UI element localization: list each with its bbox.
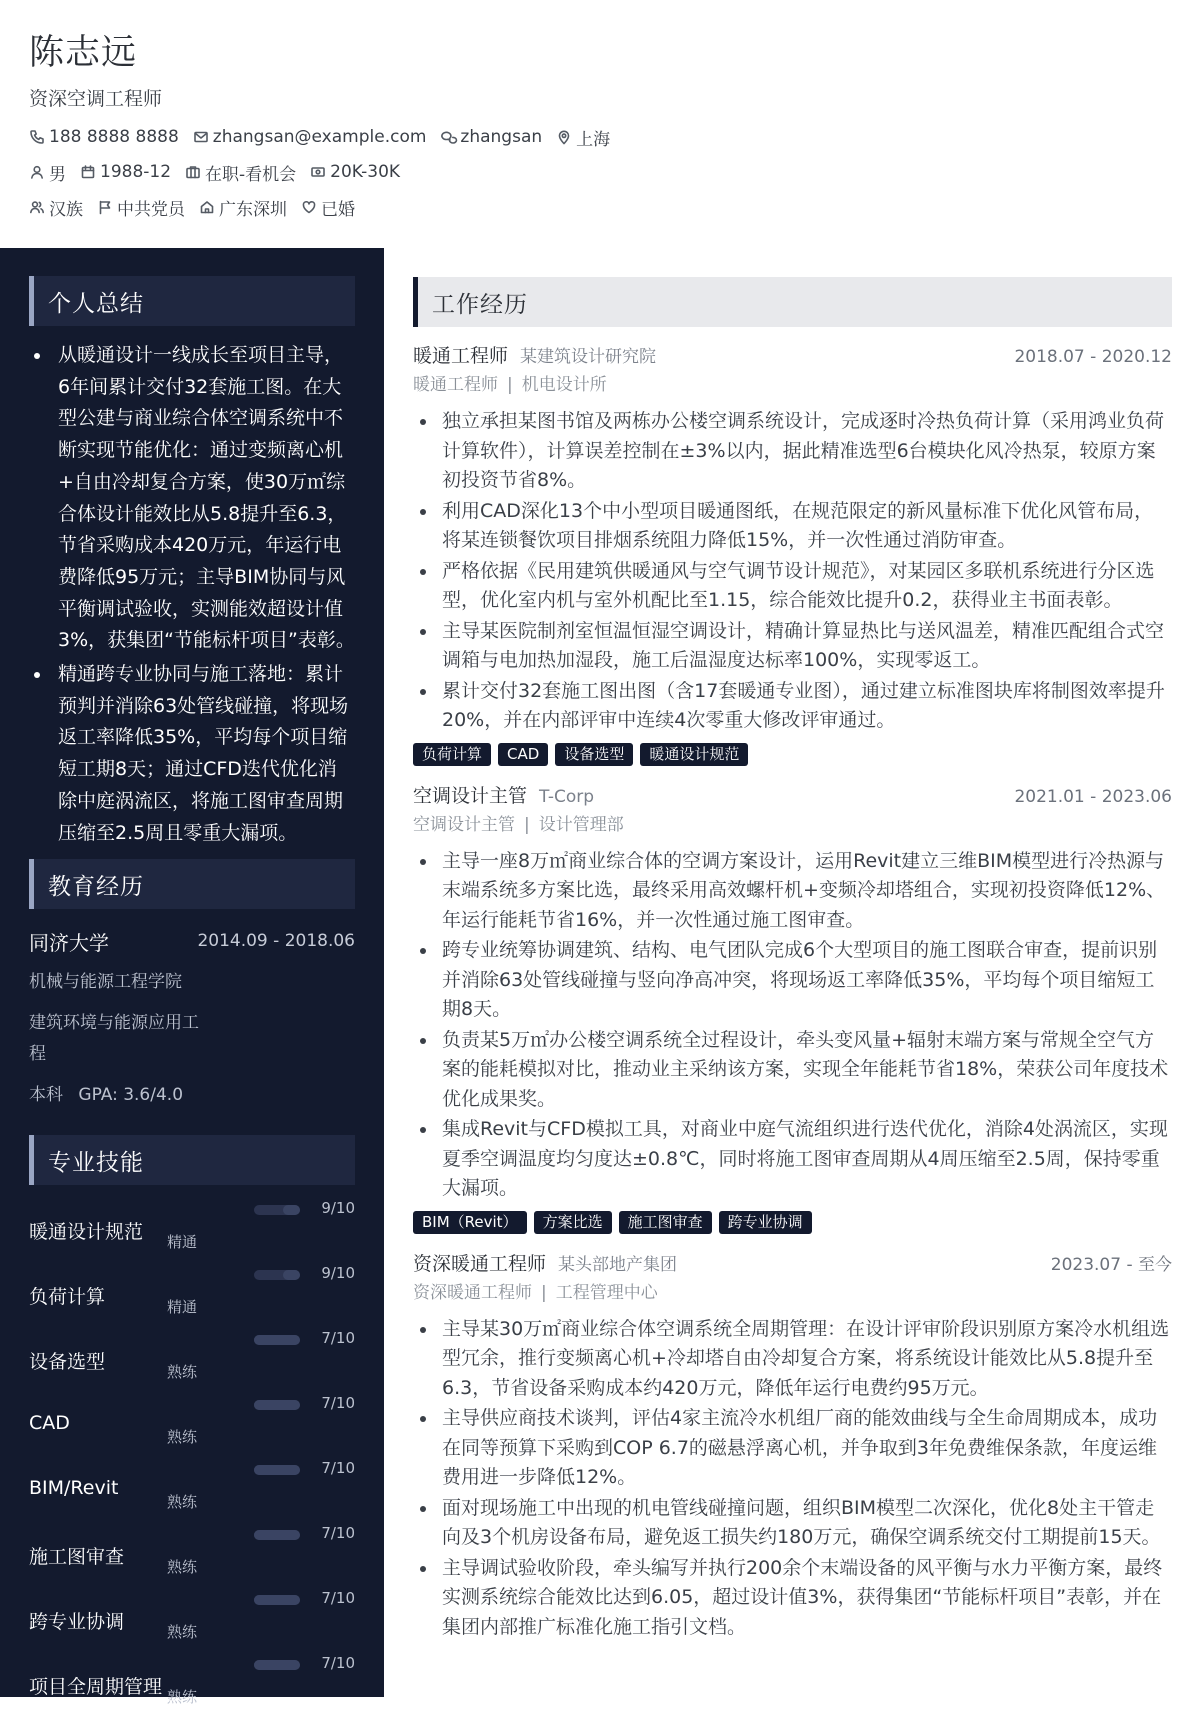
summary-item: 精通跨专业协同与施工落地：累计预判并消除63处管线碰撞，将现场返工率降低35%，平均每个项目缩短工期8天；通过CFD迭代优化消除中庭涡流区，将施工图审查周期压缩至2.5周且零重大漏项。: [29, 659, 355, 849]
job-date: 2023.07 - 至今: [1050, 1254, 1172, 1275]
job-bullets: [413, 847, 1172, 1204]
skill-name: 暖通设计规范: [29, 1221, 144, 1244]
skill-tag: 暖通设计规范: [640, 743, 748, 766]
job-header: [413, 1249, 1172, 1277]
job-bullets: [413, 407, 1172, 736]
email-info: [193, 127, 427, 147]
marital-text: 已婚: [321, 199, 355, 220]
skill-level: 熟练: [167, 1363, 198, 1382]
wechat-text: zhangsan: [460, 127, 543, 147]
personal-row: [29, 159, 1200, 185]
skill-tag: CAD: [498, 743, 548, 766]
skill-bar-fill: [254, 1660, 300, 1670]
job-bullet: 面对现场施工中出现的机电管线碰撞问题，组织BIM模型二次深化，优化8处主干管走向及3个机房设备布局，避免返工损失约180万元，确保空调系统交付工期提前15天。: [413, 1494, 1172, 1553]
job-bullet: 主导一座8万㎡商业综合体的空调方案设计，运用Revit建立三维BIM模型进行冷热源与末端系统多方案比选，最终采用高效螺杆机+变频冷却塔组合，实现初投资降低12%、年运行能耗节省16%，并一次性通过施工图审查。: [413, 847, 1172, 936]
skill-bar-fill: [254, 1335, 300, 1345]
job-tags: [413, 743, 1172, 767]
skill-name: 跨专业协调: [29, 1611, 125, 1634]
skill-name: BIM/Revit: [29, 1477, 119, 1500]
gender-text: 男: [49, 164, 66, 185]
skill-tag: 负荷计算: [413, 743, 491, 766]
job-title: 暖通工程师: [413, 345, 509, 367]
skill-bar-fill: [283, 1270, 300, 1280]
skill-tag: 设备选型: [555, 743, 633, 766]
status-text: 在职-看机会: [205, 164, 297, 185]
birth-text: 1988-12: [100, 162, 172, 182]
job-company: 某头部地产集团: [558, 1254, 678, 1275]
skill-tag: BIM（Revit）: [413, 1211, 527, 1234]
skill-name: 施工图审查: [29, 1546, 125, 1569]
money-icon: [310, 164, 326, 180]
job-company: T-Corp: [539, 786, 595, 807]
job-bullet: 独立承担某图书馆及两栋办公楼空调系统设计，完成逐时冷热负荷计算（采用鸿业负荷计算软件），计算误差控制在±3%以内，据此精准选型6台模块化风冷热泵，较原方案初投资节省8%。: [413, 407, 1172, 496]
skill-score: 9/10: [321, 1199, 355, 1218]
candidate-name: 陈志远: [29, 33, 138, 73]
skill-item: [29, 1329, 355, 1394]
school-name: 同济大学: [29, 930, 109, 955]
job-header: [413, 781, 1172, 809]
summary-section-title: 个人总结: [29, 276, 355, 326]
skill-item: [29, 1524, 355, 1589]
hometown-info: [199, 195, 287, 220]
phone-icon: [29, 129, 45, 145]
skills-list: [29, 1199, 355, 1719]
major-name: 建筑环境与能源应用工程: [29, 1013, 199, 1065]
skill-bar: [254, 1465, 300, 1475]
job-entry: [413, 341, 1172, 767]
skill-score: 7/10: [321, 1654, 355, 1673]
heart-icon: [301, 199, 317, 215]
skill-score: 7/10: [321, 1459, 355, 1478]
skill-level: 精通: [167, 1298, 198, 1317]
mail-icon: [193, 129, 209, 145]
job-subline: [413, 809, 1172, 839]
summary-item: 从暖通设计一线成长至项目主导，6年间累计交付32套施工图。在大型公建与商业综合体空调系统中不断实现节能优化：通过变频离心机+自由冷却复合方案，使30万㎡综合体设计能效比从5.8提升至6.3，节省采购成本420万元，年运行电费降低95万元；主导BIM协同与风平衡调试验收，实测能效超设计值3%，获集团“节能标杆项目”表彰。: [29, 340, 355, 657]
skill-bar: [254, 1530, 300, 1540]
summary-list: [29, 340, 355, 849]
job-title: 空调设计主管: [413, 784, 528, 807]
skill-item: [29, 1654, 355, 1719]
job-bullet: 累计交付32套施工图出图（含17套暖通专业图），通过建立标准图块库将制图效率提升20%，并在内部评审中连续4次零重大修改评审通过。: [413, 677, 1172, 736]
skill-bar: [254, 1335, 300, 1345]
skill-item: [29, 1589, 355, 1654]
skill-name: CAD: [29, 1412, 70, 1435]
education-header: [29, 925, 355, 957]
job-subline: [413, 1277, 1172, 1307]
job-separator: |: [541, 1282, 547, 1303]
location-text: 上海: [576, 129, 611, 150]
gender-info: [29, 160, 66, 185]
skill-item: [29, 1199, 355, 1264]
skill-name: 项目全周期管理: [29, 1676, 163, 1699]
skills-section-title: 专业技能: [29, 1135, 355, 1185]
job-position: 空调设计主管: [413, 814, 515, 835]
job-bullet: 负责某5万㎡办公楼空调系统全过程设计，牵头变风量+辐射末端方案与常规全空气方案的能耗模拟对比，推动业主采纳该方案，实现全年能耗节省18%，荣获公司年度技术优化成果奖。: [413, 1026, 1172, 1115]
skill-bar-fill: [254, 1595, 300, 1605]
skill-level: 熟练: [167, 1623, 198, 1642]
skill-bar: [254, 1595, 300, 1605]
skill-tag: 施工图审查: [619, 1211, 712, 1234]
degree-info: [29, 1080, 355, 1111]
skill-score: 7/10: [321, 1394, 355, 1413]
job-subline: [413, 369, 1172, 399]
skill-name: 设备选型: [29, 1351, 106, 1374]
job-company: 某建筑设计研究院: [520, 347, 657, 367]
background-row: [29, 194, 1200, 220]
job-bullets: [413, 1315, 1172, 1643]
briefcase-icon: [185, 164, 201, 180]
job-position: 资深暖通工程师: [413, 1282, 532, 1303]
sidebar: [0, 248, 384, 1707]
wechat-info: [440, 127, 542, 147]
skill-bar-fill: [254, 1530, 300, 1540]
ethnicity-info: [29, 195, 83, 220]
college-name: 机械与能源工程学院: [29, 972, 182, 993]
status-info: [185, 160, 296, 185]
main-content: [413, 277, 1172, 1643]
job-header: [413, 341, 1172, 369]
job-bullet: 利用CAD深化13个中小型项目暖通图纸，在规范限定的新风量标准下优化风管布局，将某连锁餐饮项目排烟系统阻力降低15%，并一次性通过消防审查。: [413, 497, 1172, 556]
flag-icon: [97, 199, 113, 215]
skill-tag: 方案比选: [534, 1211, 612, 1234]
location-icon: [556, 129, 572, 145]
ethnicity-text: 汉族: [49, 199, 83, 220]
job-entry: [413, 1249, 1172, 1643]
skill-score: 7/10: [321, 1589, 355, 1608]
education-section-title: 教育经历: [29, 859, 355, 909]
wechat-icon: [440, 129, 456, 145]
salary-text: 20K-30K: [330, 162, 401, 182]
people-icon: [29, 199, 45, 215]
job-date: 2021.01 - 2023.06: [1014, 786, 1172, 807]
skill-tag: 跨专业协调: [719, 1211, 812, 1234]
skill-bar-fill: [254, 1400, 300, 1410]
job-department: 机电设计所: [521, 375, 607, 395]
job-bullet: 跨专业统筹协调建筑、结构、电气团队完成6个大型项目的施工图联合审查，提前识别并消除63处管线碰撞与竖向净高冲突，将现场返工率降低35%，平均每个项目缩短工期8天。: [413, 936, 1172, 1025]
job-bullet: 集成Revit与CFD模拟工具，对商业中庭气流组织进行迭代优化，消除4处涡流区，实现夏季空调温度均匀度达±0.8℃，同时将施工图审查周期从4周压缩至2.5周，保持零重大漏项。: [413, 1115, 1172, 1204]
job-position: 暖通工程师: [413, 375, 498, 395]
job-bullet: 主导某30万㎡商业综合体空调系统全周期管理：在设计评审阶段识别原方案冷水机组选型冗余，推行变频离心机+冷却塔自由冷却复合方案，将系统设计能效比从5.8提升至6.3，节省设备采购成本约420万元，降低年运行电费约95万元。: [413, 1315, 1172, 1404]
home-icon: [199, 199, 215, 215]
skill-name: 负荷计算: [29, 1286, 106, 1309]
job-department: 工程管理中心: [555, 1282, 658, 1303]
job-bullet: 主导供应商技术谈判，评估4家主流冷水机组厂商的能效曲线与全生命周期成本，成功在同等预算下采购到COP 6.7的磁悬浮离心机，并争取到3年免费维保条款，年度运维费用进一步降低12%。: [413, 1404, 1172, 1493]
skill-level: 熟练: [167, 1493, 198, 1512]
job-separator: |: [524, 814, 530, 835]
skill-item: [29, 1394, 355, 1459]
work-section-title: 工作经历: [413, 277, 1172, 327]
phone-info: [29, 127, 179, 147]
degree-text: 本科: [29, 1085, 63, 1106]
job-separator: |: [507, 375, 513, 395]
job-bullet: 主导某医院制剂室恒温恒湿空调设计，精确计算显热比与送风温差，精准匹配组合式空调箱与电加热加湿段，施工后温湿度达标率100%，实现零返工。: [413, 617, 1172, 676]
job-title: 资深暖通工程师: [413, 1252, 547, 1275]
skill-level: 熟练: [167, 1428, 198, 1447]
education-date: 2014.09 - 2018.06: [197, 931, 355, 952]
hometown-text: 广东深圳: [219, 199, 287, 220]
email-text: zhangsan@example.com: [212, 127, 427, 147]
skill-bar: [254, 1270, 300, 1280]
resume-header: [0, 0, 1200, 248]
skill-item: [29, 1459, 355, 1524]
skill-bar: [254, 1400, 300, 1410]
candidate-role: 资深空调工程师: [29, 88, 163, 110]
birth-info: [80, 162, 171, 182]
education-entry: [29, 925, 355, 1111]
skill-bar: [254, 1205, 300, 1215]
skill-score: 7/10: [321, 1329, 355, 1348]
skill-level: 熟练: [167, 1688, 198, 1707]
skill-level: 精通: [167, 1233, 198, 1252]
location-info: [556, 125, 610, 150]
politics-text: 中共党员: [117, 199, 185, 220]
job-bullet: 主导调试验收阶段，牵头编写并执行200余个末端设备的风平衡与水力平衡方案，最终实测系统综合能效比达到6.05，超过设计值3%，获得集团“节能标杆项目”表彰，并在集团内部推广标准化施工指引文档。: [413, 1554, 1172, 1643]
job-bullet: 严格依据《民用建筑供暖通风与空气调节设计规范》，对某园区多联机系统进行分区选型，优化室内机与室外机配比至1.15，综合能效比提升0.2，获得业主书面表彰。: [413, 557, 1172, 616]
politics-info: [97, 195, 185, 220]
salary-info: [310, 162, 400, 182]
gpa-text: GPA: 3.6/4.0: [78, 1085, 184, 1106]
skill-level: 熟练: [167, 1558, 198, 1577]
calendar-icon: [80, 164, 96, 180]
skill-score: 7/10: [321, 1524, 355, 1543]
phone-text: 188 8888 8888: [49, 127, 179, 147]
skill-bar: [254, 1660, 300, 1670]
job-date: 2018.07 - 2020.12: [1014, 347, 1172, 367]
skill-bar-fill: [254, 1465, 300, 1475]
skill-item: [29, 1264, 355, 1329]
contact-row: [29, 124, 1200, 150]
skill-bar-fill: [283, 1205, 300, 1215]
job-department: 设计管理部: [538, 814, 624, 835]
user-icon: [29, 164, 45, 180]
jobs-list: [413, 341, 1172, 1642]
job-entry: [413, 781, 1172, 1235]
skill-score: 9/10: [321, 1264, 355, 1283]
marital-info: [301, 195, 355, 220]
job-tags: [413, 1211, 1172, 1235]
